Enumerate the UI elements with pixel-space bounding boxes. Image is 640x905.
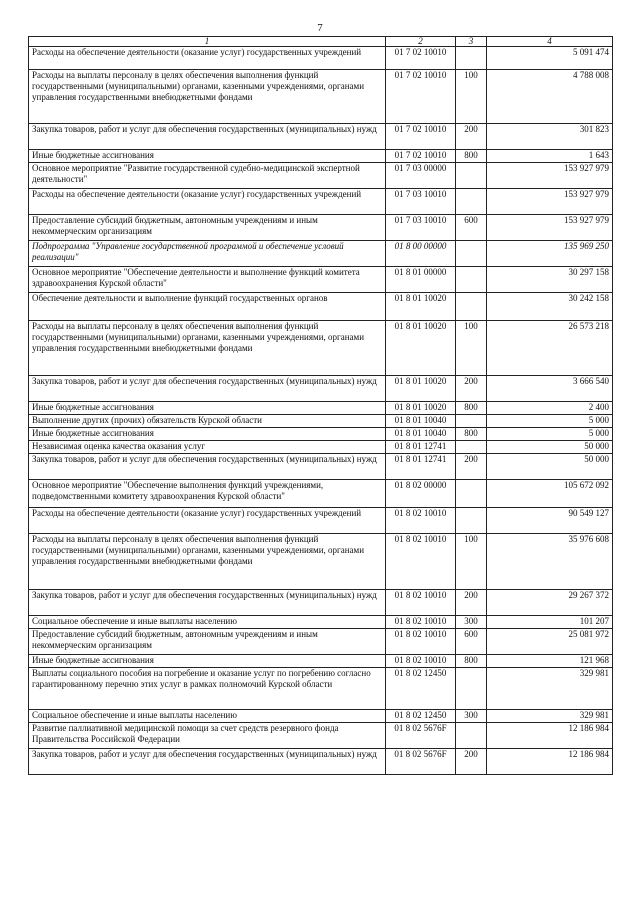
row-amount-cell: 29 267 372 [487,590,613,616]
row-name-cell: Выплаты социального пособия на погребение и оказание услуг по погребению согласно гарантированному перечню этих услуг в рамках полномочий Курской области [29,668,386,710]
row-name-cell: Закупка товаров, работ и услуг для обеспечения государственных (муниципальных) нужд [29,124,386,150]
row-expense-type-cell [456,723,487,749]
row-amount-cell: 25 081 972 [487,629,613,655]
row-code-cell: 01 8 01 10020 [386,293,456,321]
row-expense-type-cell [456,668,487,710]
row-name-cell: Обеспечение деятельности и выполнение функций государственных органов [29,293,386,321]
row-amount-cell: 50 000 [487,441,613,454]
table-row [29,402,613,415]
row-expense-type-cell [456,293,487,321]
table-row [29,655,613,668]
table-row [29,710,613,723]
row-name-cell: Предоставление субсидий бюджетным, автономным учреждениям и иным некоммерческим организациям [29,215,386,241]
row-name-cell: Закупка товаров, работ и услуг для обеспечения государственных (муниципальных) нужд [29,454,386,480]
row-expense-type-cell: 200 [456,454,487,480]
row-expense-type-cell: 100 [456,321,487,376]
table-row [29,454,613,480]
row-expense-type-cell [456,241,487,267]
row-name-cell: Предоставление субсидий бюджетным, автономным учреждениям и иным некоммерческим организациям [29,629,386,655]
row-expense-type-cell [456,267,487,293]
row-name-cell: Социальное обеспечение и иные выплаты населению [29,710,386,723]
row-amount-cell: 101 207 [487,616,613,629]
row-expense-type-cell [456,441,487,454]
row-code-cell: 01 8 02 10010 [386,534,456,590]
page-number: 7 [317,22,323,34]
row-name-cell: Расходы на обеспечение деятельности (оказание услуг) государственных учреждений [29,189,386,215]
row-name-cell: Расходы на выплаты персоналу в целях обеспечения выполнения функций государственными (муниципальными) органами, казенными учреждениями, органами управления государственными внебюджетными фондами [29,534,386,590]
row-code-cell: 01 8 01 10040 [386,428,456,441]
row-code-cell: 01 8 00 00000 [386,241,456,267]
table-row [29,508,613,534]
row-expense-type-cell [456,47,487,70]
row-name-cell: Основное мероприятие "Обеспечение деятельности и выполнение функций комитета здравоохранения Курской области" [29,267,386,293]
row-code-cell: 01 8 02 12450 [386,668,456,710]
table-header-row [29,37,613,47]
table-row [29,267,613,293]
column-header-3: 3 [456,37,487,47]
row-amount-cell: 329 981 [487,710,613,723]
row-amount-cell: 301 823 [487,124,613,150]
row-expense-type-cell: 100 [456,534,487,590]
row-amount-cell: 3 666 540 [487,376,613,402]
row-code-cell: 01 8 02 00000 [386,480,456,508]
row-name-cell: Социальное обеспечение и иные выплаты населению [29,616,386,629]
row-expense-type-cell [456,163,487,189]
row-amount-cell: 4 788 008 [487,70,613,124]
table-row [29,124,613,150]
row-code-cell: 01 8 02 12450 [386,710,456,723]
row-code-cell: 01 7 02 10010 [386,47,456,70]
row-name-cell: Основное мероприятие "Развитие государственной судебно-медицинской экспертной деятельности" [29,163,386,189]
row-amount-cell: 5 000 [487,428,613,441]
row-code-cell: 01 7 03 00000 [386,163,456,189]
row-expense-type-cell: 800 [456,402,487,415]
row-name-cell: Иные бюджетные ассигнования [29,402,386,415]
table-row [29,241,613,267]
row-name-cell: Закупка товаров, работ и услуг для обеспечения государственных (муниципальных) нужд [29,749,386,775]
row-amount-cell: 153 927 979 [487,189,613,215]
row-amount-cell: 1 643 [487,150,613,163]
row-name-cell: Закупка товаров, работ и услуг для обеспечения государственных (муниципальных) нужд [29,590,386,616]
row-amount-cell: 2 400 [487,402,613,415]
row-code-cell: 01 7 03 10010 [386,189,456,215]
row-expense-type-cell: 800 [456,655,487,668]
row-code-cell: 01 7 02 10010 [386,124,456,150]
row-code-cell: 01 8 01 00000 [386,267,456,293]
table-row [29,163,613,189]
table-row [29,321,613,376]
row-code-cell: 01 7 03 10010 [386,215,456,241]
row-amount-cell: 30 242 158 [487,293,613,321]
row-amount-cell: 50 000 [487,454,613,480]
row-code-cell: 01 8 01 10040 [386,415,456,428]
table-row [29,480,613,508]
row-code-cell: 01 8 02 5676F [386,723,456,749]
column-header-1: 1 [29,37,386,47]
table-row [29,47,613,70]
table-row [29,428,613,441]
table-row [29,749,613,775]
table-row [29,415,613,428]
row-expense-type-cell: 800 [456,150,487,163]
row-name-cell: Иные бюджетные ассигнования [29,150,386,163]
table-row [29,723,613,749]
row-expense-type-cell [456,480,487,508]
table-body [29,47,613,775]
row-code-cell: 01 8 02 10010 [386,655,456,668]
row-code-cell: 01 8 01 10020 [386,321,456,376]
row-code-cell: 01 8 01 12741 [386,441,456,454]
row-code-cell: 01 8 02 5676F [386,749,456,775]
row-amount-cell: 30 297 158 [487,267,613,293]
row-name-cell: Расходы на обеспечение деятельности (оказание услуг) государственных учреждений [29,47,386,70]
table-row [29,215,613,241]
row-code-cell: 01 8 02 10010 [386,590,456,616]
row-expense-type-cell [456,508,487,534]
row-name-cell: Основное мероприятие "Обеспечение выполнения функций учреждениями, подведомственными комитету здравоохранения Курской области" [29,480,386,508]
table-row [29,616,613,629]
row-name-cell: Иные бюджетные ассигнования [29,655,386,668]
row-amount-cell: 5 000 [487,415,613,428]
row-name-cell: Развитие паллиативной медицинской помощи за счет средств резервного фонда Правительства Российской Федерации [29,723,386,749]
row-expense-type-cell: 200 [456,749,487,775]
table-row [29,70,613,124]
row-name-cell: Иные бюджетные ассигнования [29,428,386,441]
table-row [29,441,613,454]
row-code-cell: 01 8 01 12741 [386,454,456,480]
row-code-cell: 01 7 02 10010 [386,70,456,124]
table-row [29,590,613,616]
row-name-cell: Расходы на обеспечение деятельности (оказание услуг) государственных учреждений [29,508,386,534]
table-row [29,376,613,402]
table-row [29,629,613,655]
row-amount-cell: 12 186 984 [487,749,613,775]
row-code-cell: 01 8 01 10020 [386,376,456,402]
row-amount-cell: 35 976 608 [487,534,613,590]
row-expense-type-cell [456,415,487,428]
row-expense-type-cell: 200 [456,376,487,402]
row-expense-type-cell: 800 [456,428,487,441]
row-name-cell: Независимая оценка качества оказания услуг [29,441,386,454]
row-expense-type-cell: 300 [456,616,487,629]
row-amount-cell: 105 672 092 [487,480,613,508]
row-expense-type-cell: 600 [456,629,487,655]
row-code-cell: 01 8 02 10010 [386,629,456,655]
row-expense-type-cell [456,189,487,215]
row-amount-cell: 26 573 218 [487,321,613,376]
row-code-cell: 01 8 01 10020 [386,402,456,415]
table-row [29,668,613,710]
budget-table [28,36,613,775]
row-code-cell: 01 8 02 10010 [386,508,456,534]
row-name-cell: Закупка товаров, работ и услуг для обеспечения государственных (муниципальных) нужд [29,376,386,402]
column-header-4: 4 [487,37,613,47]
row-amount-cell: 12 186 984 [487,723,613,749]
row-amount-cell: 90 549 127 [487,508,613,534]
row-code-cell: 01 7 02 10010 [386,150,456,163]
row-expense-type-cell: 200 [456,124,487,150]
row-amount-cell: 153 927 979 [487,215,613,241]
table-row [29,293,613,321]
row-amount-cell: 121 968 [487,655,613,668]
row-amount-cell: 135 969 250 [487,241,613,267]
table-row [29,534,613,590]
row-amount-cell: 153 927 979 [487,163,613,189]
row-name-cell: Расходы на выплаты персоналу в целях обеспечения выполнения функций государственными (муниципальными) органами, казенными учреждениями, органами управления государственными внебюджетными фондами [29,321,386,376]
row-expense-type-cell: 200 [456,590,487,616]
row-amount-cell: 329 981 [487,668,613,710]
column-header-2: 2 [386,37,456,47]
row-name-cell: Выполнение других (прочих) обязательств Курской области [29,415,386,428]
table-row [29,150,613,163]
table-row [29,189,613,215]
row-name-cell: Подпрограмма "Управление государственной программой и обеспечение условий реализации" [29,241,386,267]
row-name-cell: Расходы на выплаты персоналу в целях обеспечения выполнения функций государственными (муниципальными) органами, казенными учреждениями, органами управления государственными внебюджетными фондами [29,70,386,124]
row-expense-type-cell: 300 [456,710,487,723]
row-expense-type-cell: 600 [456,215,487,241]
row-code-cell: 01 8 02 10010 [386,616,456,629]
row-amount-cell: 5 091 474 [487,47,613,70]
row-expense-type-cell: 100 [456,70,487,124]
